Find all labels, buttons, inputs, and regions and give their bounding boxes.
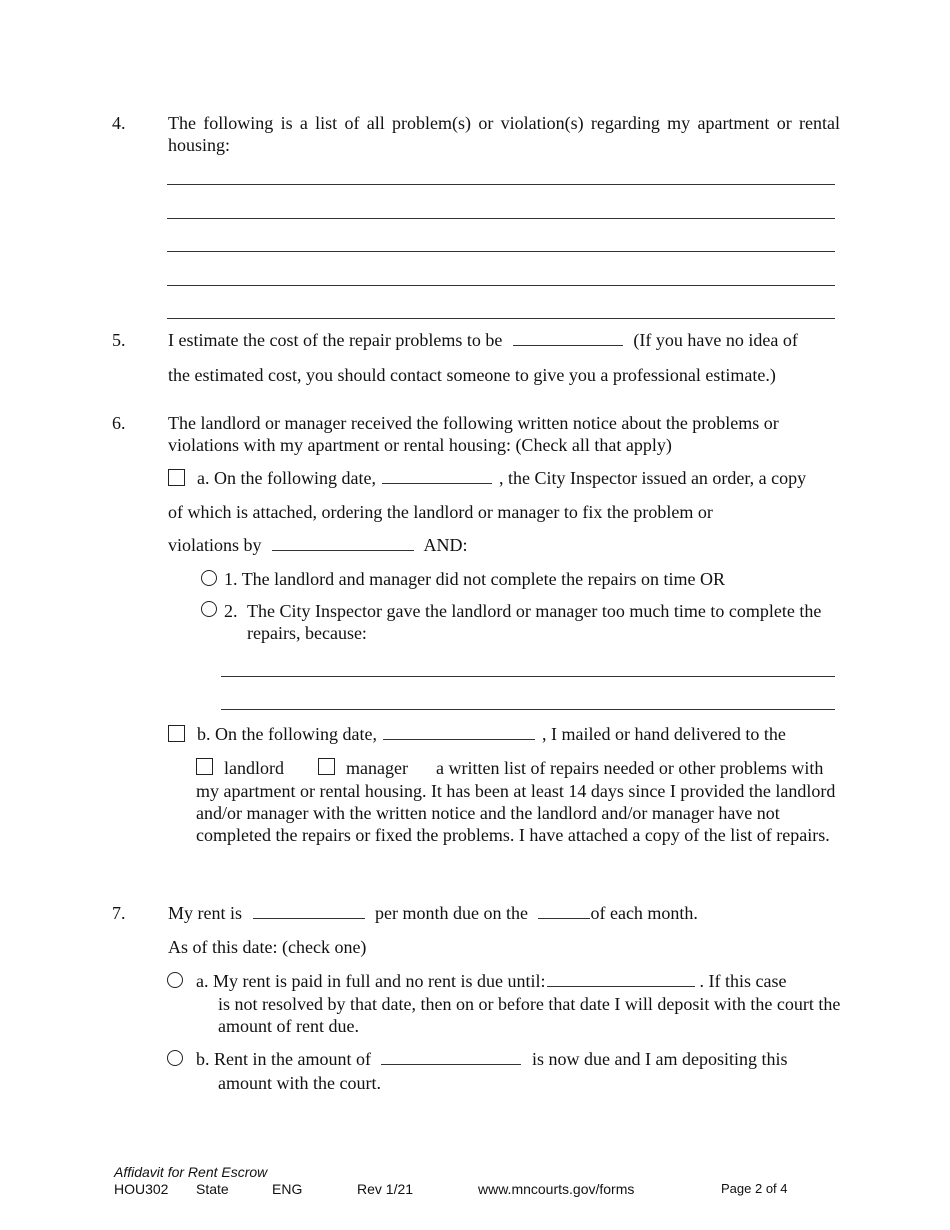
reason-line-2[interactable] <box>221 709 835 710</box>
notice-a-line-3-after: AND: <box>423 535 468 555</box>
notice-a-label: a. <box>197 468 210 488</box>
violations-by-date-field[interactable] <box>272 534 414 551</box>
delivery-date-field[interactable] <box>383 723 535 740</box>
rent-text-before: My rent is <box>168 903 242 923</box>
problem-line-4[interactable] <box>167 285 835 286</box>
item-5-line-2: the estimated cost, you should contact someone to give you a professional estimate.) <box>168 365 776 385</box>
item-4-number: 4. <box>112 113 126 133</box>
notice-b-rest-first: a written list of repairs needed or other problems with <box>436 758 824 778</box>
footer-url[interactable]: www.mncourts.gov/forms <box>478 1181 635 1197</box>
notice-a-line-3 <box>168 534 468 556</box>
rent-text-middle: per month due on the <box>375 903 528 923</box>
repair-cost-field[interactable] <box>513 329 623 346</box>
rent-option-b-line-1 <box>196 1048 787 1070</box>
footer-state: State <box>196 1181 229 1197</box>
notice-b-checkbox[interactable] <box>168 725 185 742</box>
notice-a-text-before: On the following date, <box>214 468 376 488</box>
rent-option-b-text-before: Rent in the amount of <box>214 1049 371 1069</box>
footer-revision: Rev 1/21 <box>357 1181 414 1197</box>
notice-a-checkbox[interactable] <box>168 469 185 486</box>
item-6-number: 6. <box>112 413 126 433</box>
item-6-intro: The landlord or manager received the following written notice about the problems or violations with my apartment or rental housing: (Check all that apply) <box>168 413 779 455</box>
notice-b-line-1 <box>197 723 786 745</box>
notice-b-text-after: , I mailed or hand delivered to the <box>541 724 786 744</box>
rent-option-a-line-1 <box>196 970 786 992</box>
notice-b-rest-body: my apartment or rental housing. It has been at least 14 days since I provided the landlord and/or manager with the written notice and the landlord and/or manager have not completed the repairs or fixed the problems. I have attached a copy of the list of repairs. <box>196 781 836 845</box>
footer-language: ENG <box>272 1181 303 1197</box>
rent-paid-until-field[interactable] <box>547 970 695 987</box>
item-5-text <box>168 329 798 351</box>
item-4-text: The following is a list of all problem(s) or violation(s) regarding my apartment or rental housing: <box>168 113 840 155</box>
manager-checkbox[interactable] <box>318 758 335 775</box>
problem-line-5[interactable] <box>167 318 835 319</box>
problem-line-1[interactable] <box>167 184 835 185</box>
item-5-text-after: (If you have no idea of <box>633 330 798 350</box>
inspector-order-date-field[interactable] <box>382 467 492 484</box>
footer-form-code: HOU302 <box>114 1181 169 1197</box>
notice-a-text-after: , the City Inspector issued an order, a copy <box>498 468 807 488</box>
rent-due-day-field[interactable] <box>538 902 590 919</box>
rent-option-a-text-after: . If this case <box>699 971 787 991</box>
notice-a-option-1 <box>224 568 725 590</box>
rent-option-a-body: is not resolved by that date, then on or before that date I will deposit with the court the amount of rent due. <box>218 994 841 1036</box>
rent-option-b-body: amount with the court. <box>218 1073 381 1093</box>
item-5-number: 5. <box>112 330 126 350</box>
notice-a-option-2-radio[interactable] <box>201 601 217 617</box>
notice-a-line-3-before: violations by <box>168 535 262 555</box>
notice-a-option-2-label: 2. <box>224 601 238 621</box>
notice-a-line-1 <box>197 467 806 489</box>
notice-a-option-1-label: 1. <box>224 569 238 589</box>
notice-a-option-1-text: The landlord and manager did not complete the repairs on time OR <box>241 569 726 589</box>
rent-option-b-label: b. <box>196 1049 210 1069</box>
footer-page-number: Page 2 of 4 <box>721 1181 788 1196</box>
item-7-number: 7. <box>112 903 126 923</box>
item-7-rent-line <box>168 902 698 924</box>
manager-label: manager <box>346 758 408 778</box>
notice-a-option-2-text: The City Inspector gave the landlord or manager too much time to complete the repairs, because: <box>247 601 822 643</box>
notice-b-text-before: On the following date, <box>215 724 377 744</box>
rent-amount-field[interactable] <box>253 902 365 919</box>
rent-option-b-radio[interactable] <box>167 1050 183 1066</box>
rent-due-amount-field[interactable] <box>381 1048 521 1065</box>
item-5-text-before: I estimate the cost of the repair problems to be <box>168 330 503 350</box>
problem-line-2[interactable] <box>167 218 835 219</box>
reason-line-1[interactable] <box>221 676 835 677</box>
landlord-checkbox[interactable] <box>196 758 213 775</box>
as-of-text: As of this date: (check one) <box>168 937 367 957</box>
rent-option-b-text-after: is now due and I am depositing this <box>531 1049 788 1069</box>
rent-text-after: of each month. <box>590 903 698 923</box>
landlord-label: landlord <box>224 758 284 778</box>
rent-option-a-label: a. <box>196 971 209 991</box>
notice-b-label: b. <box>197 724 211 744</box>
rent-option-a-text-before: My rent is paid in full and no rent is due until: <box>213 971 546 991</box>
problem-line-3[interactable] <box>167 251 835 252</box>
notice-a-line-2: of which is attached, ordering the landlord or manager to fix the problem or <box>168 502 713 522</box>
footer-title: Affidavit for Rent Escrow <box>114 1164 268 1180</box>
notice-a-option-1-radio[interactable] <box>201 570 217 586</box>
rent-option-a-radio[interactable] <box>167 972 183 988</box>
